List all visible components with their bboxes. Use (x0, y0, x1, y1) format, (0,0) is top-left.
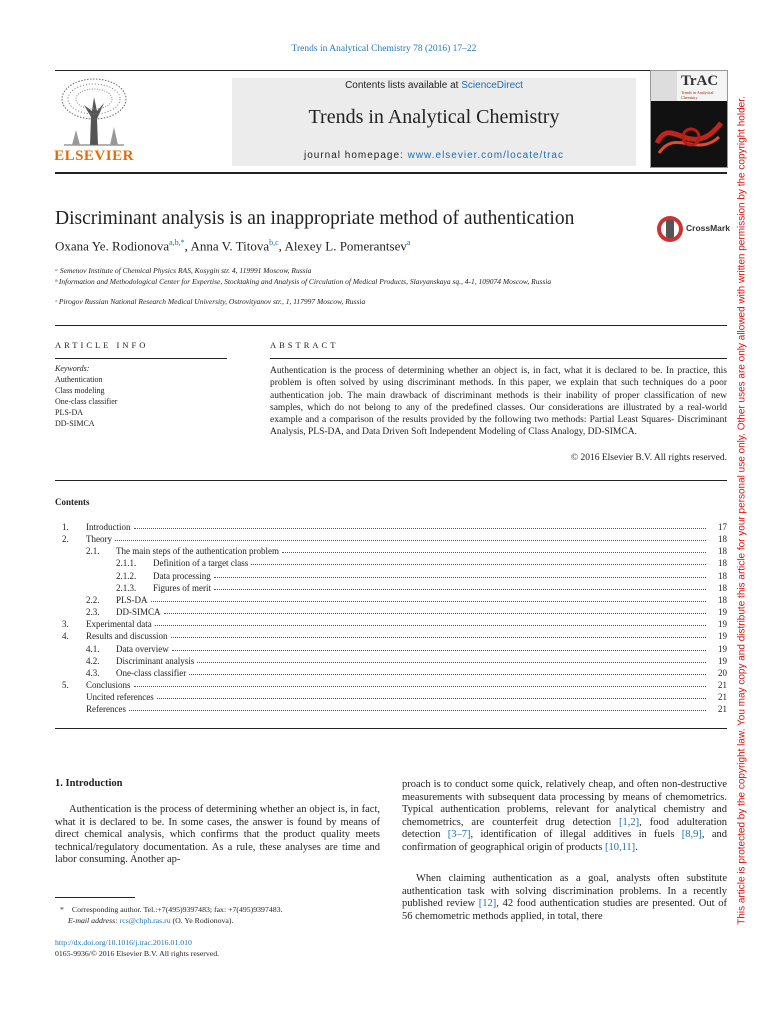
article-info-heading: ARTICLE INFO (55, 340, 149, 350)
toc-leader-dots (189, 674, 706, 675)
toc-page-number: 21 (718, 704, 727, 715)
crossmark-label: CrossMark (686, 223, 730, 233)
footnote-star: * (60, 905, 64, 914)
toc-label-text: DD-SIMCA (116, 607, 161, 618)
toc-label[interactable] (86, 680, 708, 690)
toc-page-number: 19 (718, 631, 727, 642)
toc-page-number: 19 (718, 619, 727, 630)
crossmark-button[interactable] (656, 214, 728, 244)
toc-entry[interactable] (0, 522, 768, 534)
toc-page-number: 17 (718, 522, 727, 532)
toc-label-text: One-class classifier (116, 667, 187, 678)
toc-label[interactable] (153, 571, 708, 581)
citation-link[interactable]: [1,2] (619, 816, 640, 828)
toc-number: 3. (62, 619, 69, 630)
toc-label[interactable] (86, 631, 708, 641)
email-link[interactable]: rcs@chph.ras.ru (119, 916, 171, 925)
crossmark-icon (656, 214, 684, 244)
toc-label-text: Introduction (86, 522, 131, 532)
toc-leader-dots (115, 540, 706, 541)
homepage-link[interactable]: www.elsevier.com/locate/trac (407, 150, 564, 161)
toc-leader-dots (197, 662, 706, 663)
issn-copyright: 0165-9936/© 2016 Elsevier B.V. All rights reserved. (55, 949, 220, 958)
text-run: , food adulteration detection (402, 816, 727, 841)
cover-subtitle: Trends in Analytical Chemistry (681, 90, 714, 100)
toc-number: 2.1.1. (116, 558, 137, 569)
toc-page-number: 19 (718, 607, 727, 618)
toc-entry[interactable] (0, 680, 768, 692)
abstract-text: Authentication is the process of determining whether an object is, in fact, what it is declared to be. In practice, this problem is often solved by using discriminant methods. In this paper, we explain that such techniques do a poor authentication job. The main drawback of discriminant methods is their inability of proper classification of new samples, which do not belong to any of the predefined classes. Our considerations are illustrated by a real-world example and a comparison of the results provided by the following two methods: Partial Least Squares- Discriminant Analysis, PLS-DA, and Data Driven Soft Independent Modeling of Class Analogy, DD-SIMCA. (270, 366, 727, 438)
text-run: , identification of illegal additives in fuels (470, 829, 682, 841)
toc-number: 4.1. (86, 643, 100, 654)
toc-number: 2.1.2. (116, 570, 137, 581)
keyword: DD-SIMCA (55, 419, 95, 428)
toc-page-number: 18 (718, 534, 727, 545)
journal-citation[interactable]: Trends in Analytical Chemistry 78 (2016) 17–22 (291, 44, 477, 54)
citation-link[interactable]: [12] (478, 898, 497, 910)
toc-entry[interactable] (0, 595, 768, 607)
author-affiliation-marks[interactable]: a,b,* (169, 238, 185, 247)
toc-label[interactable] (86, 522, 708, 532)
toc-label[interactable] (86, 704, 708, 714)
elsevier-wordmark: ELSEVIER (54, 148, 134, 164)
toc-page-number: 19 (718, 655, 727, 666)
toc-entry[interactable] (0, 656, 768, 668)
journal-cover-image (650, 70, 728, 168)
toc-label-text: Definition of a target class (153, 558, 249, 569)
cover-title: TrAC (681, 73, 719, 89)
toc-number: 4.2. (86, 655, 100, 666)
toc-label[interactable] (116, 546, 708, 556)
toc-label-text: Discriminant analysis (116, 655, 195, 666)
toc-label[interactable] (86, 619, 708, 629)
toc-label-text: Theory (86, 534, 112, 545)
toc-number: 4.3. (86, 667, 100, 678)
footnote-email (68, 915, 388, 926)
intro-paragraph-right-1 (402, 779, 727, 855)
cover-emblem (651, 71, 677, 101)
toc-label-text: Results and discussion (86, 631, 168, 642)
keyword: PLS-DA (55, 408, 84, 417)
toc-leader-dots (214, 589, 706, 590)
text-run: proach is to conduct some quick, relatively cheap, and often non-destructive measurements with subsequent data processing by means of chemometrics. Typical authentication problems, relevant for analytical chemistry and chemometrics, are counterfeit drug detection (402, 779, 727, 828)
contents-prefix: Contents lists available at (345, 80, 462, 91)
keyword: Class modeling (55, 386, 105, 395)
toc-label[interactable] (116, 656, 708, 666)
keywords-label: Keywords: (55, 364, 90, 373)
toc-page-number: 18 (718, 558, 727, 569)
corresponding-author: Corresponding author. Tel.:+7(495)9397483; fax: +7(495)9397483. (71, 905, 283, 914)
toc-leader-dots (164, 613, 706, 614)
text-run: When claiming authentication as a goal, analysts often substitute authentication task with solving discrimination problems. In a recently published review (402, 873, 727, 910)
toc-label-text: Experimental data (86, 619, 152, 630)
toc-leader-dots (214, 577, 706, 578)
affiliation-rule (55, 325, 727, 326)
footnote-rule (55, 897, 135, 898)
citation-link[interactable]: [10,11] (604, 841, 636, 853)
toc-leader-dots (282, 552, 706, 553)
author-affiliation-marks[interactable]: a (406, 238, 411, 247)
header-top-rule (55, 70, 727, 71)
toc-label[interactable] (153, 558, 708, 568)
toc-entry[interactable] (0, 692, 768, 704)
author-affiliation-marks[interactable]: b,c (269, 238, 279, 247)
author-name[interactable]: Anna V. Titova (190, 238, 270, 254)
abstract-heading: ABSTRACT (270, 340, 339, 350)
toc-label-text: References (86, 704, 126, 715)
text-run: . (635, 841, 638, 853)
toc-label[interactable] (116, 644, 708, 654)
text-run: , and confirmation of geographical origin of products (402, 829, 727, 853)
toc-leader-dots (172, 650, 706, 651)
toc-label[interactable] (116, 668, 708, 678)
toc-leader-dots (151, 601, 706, 602)
toc-entry[interactable] (0, 607, 768, 619)
author-name[interactable]: Oxana Ye. Rodionova (55, 238, 170, 254)
doi-link[interactable]: http://dx.doi.org/10.1016/j.trac.2016.01.010 (55, 938, 192, 947)
affiliation-a: ᵃ Semenov Institute of Chemical Physics RAS, Kosygin str. 4, 119991 Moscow, Russia (55, 266, 312, 275)
toc-number: 2.2. (86, 594, 100, 605)
toc-entry[interactable] (0, 619, 768, 631)
keywords-block (55, 363, 117, 429)
toc-page-number: 20 (718, 667, 727, 678)
toc-entry[interactable] (0, 668, 768, 680)
toc-page-number: 18 (718, 594, 727, 605)
toc-entry[interactable] (0, 558, 768, 570)
contents-title: Contents (55, 497, 90, 507)
toc-page-number: 21 (718, 692, 727, 703)
citation-link[interactable]: [3–7] (447, 829, 471, 841)
toc-entry[interactable] (0, 644, 768, 656)
author-list (55, 238, 410, 254)
journal-homepage (232, 150, 636, 161)
keyword: Authentication (55, 375, 103, 384)
email-suffix: (O. Ye Rodionova). (170, 916, 234, 925)
toc-label[interactable] (116, 607, 708, 617)
keyword: One-class classifier (55, 397, 118, 406)
author-separator: , (184, 238, 191, 254)
toc-label-text: Data processing (153, 570, 211, 581)
email-label: E-mail address: (68, 916, 120, 925)
contents-available (232, 80, 636, 91)
toc-page-number: 21 (718, 679, 727, 690)
toc-label-text: Figures of merit (153, 582, 211, 593)
toc-number: 2.1. (86, 546, 100, 557)
author-separator: , (278, 238, 285, 254)
abstract-copyright: © 2016 Elsevier B.V. All rights reserved. (570, 453, 727, 463)
toc-leader-dots (171, 637, 706, 638)
author-name[interactable]: Alexey L. Pomerantsev (284, 238, 407, 254)
contents-bottom-rule (55, 728, 727, 729)
toc-number: 2.3. (86, 607, 100, 618)
footnote-corresponding (60, 904, 380, 915)
toc-entry[interactable] (0, 571, 768, 583)
toc-page-number: 18 (718, 570, 727, 581)
toc-number: 2.1.3. (116, 582, 137, 593)
toc-entry[interactable] (0, 534, 768, 546)
toc-label[interactable] (116, 595, 708, 605)
intro-paragraph-right-2 (402, 873, 727, 923)
trac-cover-image-icon (651, 103, 727, 167)
affiliation-b: ᵇ Information and Methodological Center for Expertise, Stocktaking and Analysis of Circulation of Medical Products, Slavyanskaya sq., 4-1, 109074 Moscow, Russia (55, 277, 552, 286)
toc-leader-dots (251, 564, 706, 565)
homepage-label: journal homepage: (303, 150, 408, 161)
header-bottom-rule (55, 172, 727, 174)
toc-entry[interactable] (0, 546, 768, 558)
toc-leader-dots (155, 625, 706, 626)
toc-entry[interactable] (0, 583, 768, 595)
article-title: Discriminant analysis is an inappropriate method of authentication (55, 208, 575, 229)
toc-label[interactable] (86, 692, 708, 702)
toc-entry[interactable] (0, 631, 768, 643)
toc-label-text: Uncited references (86, 692, 154, 703)
toc-label[interactable] (153, 583, 708, 593)
affiliation-c: ᶜ Pirogov Russian National Research Medical University, Ostrovityanov str., 1, 117997 Moscow, Russia (55, 297, 366, 306)
toc-label-text: Conclusions (86, 679, 131, 690)
toc-leader-dots (134, 528, 707, 529)
copyright-watermark: This article is protected by the copyright law. You may copy and distribute this article for your personal use only. Other uses are only allowed with written permission by the copyright holder. (736, 96, 748, 925)
text-run: , 42 food authentication studies are presented. Out of 56 chemometric methods applied, in total, there (402, 898, 727, 922)
toc-number: 2. (62, 534, 69, 545)
toc-label[interactable] (86, 534, 708, 544)
toc-entry[interactable] (0, 704, 768, 716)
toc-page-number: 18 (718, 546, 727, 557)
toc-leader-dots (157, 698, 706, 699)
toc-number: 4. (62, 631, 69, 642)
intro-paragraph-left: Authentication is the process of determining whether an object is, in fact, what it is declared to be. In some cases, the answer is found by means of direct chemical analysis, which confirms that the product quality meets technical/regulatory documentation. As a rule, these analyses are time and labor consuming. Another ap- (55, 804, 380, 866)
citation-link[interactable]: [8,9] (681, 829, 702, 841)
contents-top-rule (55, 480, 727, 481)
abstract-rule (270, 358, 727, 359)
article-info-rule (55, 358, 227, 359)
section-heading-introduction: 1. Introduction (55, 778, 123, 789)
toc-number: 1. (62, 522, 69, 532)
toc-page-number: 19 (718, 643, 727, 654)
sciencedirect-link[interactable]: ScienceDirect (461, 80, 523, 91)
toc-number: 5. (62, 679, 69, 690)
journal-name: Trends in Analytical Chemistry (308, 106, 560, 128)
toc-leader-dots (129, 710, 706, 711)
toc-leader-dots (134, 686, 706, 687)
toc-label-text: Data overview (116, 643, 169, 654)
toc-label-text: PLS-DA (116, 594, 148, 605)
toc-label-text: The main steps of the authentication problem (116, 546, 279, 557)
toc-page-number: 18 (718, 582, 727, 593)
